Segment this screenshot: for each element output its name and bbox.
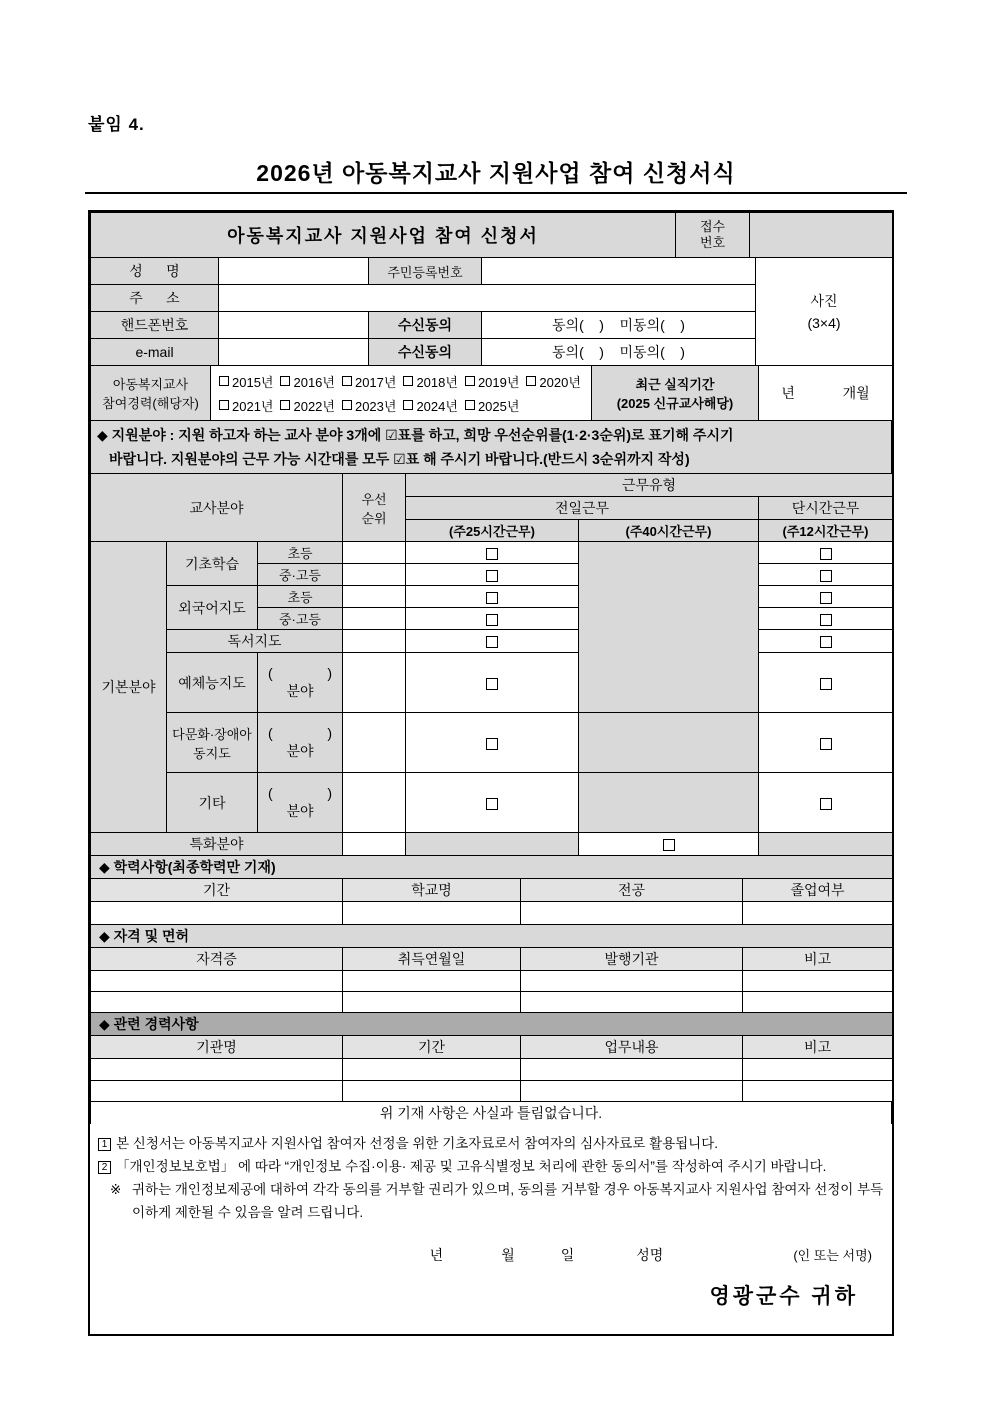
h12-cell[interactable]	[759, 608, 893, 630]
sig-day-label: 일	[560, 1247, 575, 1263]
education-header-graduation: 졸업여부	[743, 879, 893, 902]
recent-unemployment-label: 최근 실직기간 (2025 신규교사해당)	[592, 366, 759, 421]
career-header-note: 비고	[743, 1036, 893, 1059]
license-input-cell[interactable]	[743, 992, 893, 1013]
year-option[interactable]: 2025년	[465, 396, 519, 415]
h25-cell[interactable]	[406, 586, 579, 608]
career-input-cell[interactable]	[343, 1059, 521, 1081]
sig-year-label: 년	[429, 1247, 444, 1263]
h40-cell[interactable]	[579, 833, 759, 856]
phone-consent-options[interactable]	[482, 312, 756, 339]
year-option[interactable]: 2016년	[280, 372, 334, 391]
h40-header: (주40시간근무)	[579, 520, 759, 542]
note-3: ※ 귀하는 개인정보제공에 대하여 각각 동의를 거부할 권리가 있으며, 동의를 거부할 경우 아동복지교사 지원사업 참여자 선정이 부득이하게 제한될 수 있음을 알려 드립니다.	[98, 1178, 884, 1224]
license-input-cell[interactable]	[521, 971, 743, 992]
career-input-cell[interactable]	[521, 1059, 743, 1081]
name-input-cell[interactable]	[219, 258, 369, 285]
h12-checkbox[interactable]	[820, 738, 832, 750]
priority-input-cell[interactable]	[343, 773, 406, 833]
document-title: 2026년 아동복지교사 지원사업 참여 신청서식	[256, 160, 736, 186]
h12-cell[interactable]	[759, 542, 893, 564]
years-row-2	[219, 393, 589, 417]
h25-cell[interactable]	[406, 773, 579, 833]
education-input-cell[interactable]	[743, 902, 893, 925]
title-divider	[85, 192, 907, 194]
education-header-period: 기간	[91, 879, 343, 902]
years-row-1	[219, 369, 589, 393]
note-1-number: 1	[98, 1138, 111, 1151]
priority-input-cell[interactable]	[343, 542, 406, 564]
subfield-label: 분야	[286, 682, 314, 699]
attachment-label: 붙임 4.	[88, 115, 145, 134]
year-option[interactable]: 2022년	[280, 396, 334, 415]
priority-input-cell[interactable]	[343, 608, 406, 630]
rrn-input-cell[interactable]	[482, 258, 756, 285]
license-header-note: 비고	[743, 948, 893, 971]
multicultural-label: 다문화·장애아동지도	[167, 713, 258, 773]
year-checkbox[interactable]	[280, 376, 290, 386]
h40-disabled-cell	[579, 773, 759, 833]
year-checkbox[interactable]	[526, 376, 536, 386]
priority-input-cell[interactable]	[343, 833, 406, 856]
field-column-header: 교사분야	[91, 474, 343, 542]
career-input-cell[interactable]	[343, 1081, 521, 1102]
form-title-table	[90, 212, 893, 258]
h12-cell[interactable]	[759, 630, 893, 653]
license-header-issuer: 발행기관	[521, 948, 743, 971]
sig-name-label: 성명	[636, 1247, 664, 1263]
h25-checkbox[interactable]	[486, 548, 498, 560]
address-input-cell[interactable]	[219, 285, 756, 312]
career-input-cell[interactable]	[91, 1081, 343, 1102]
h12-checkbox[interactable]	[820, 548, 832, 560]
license-input-cell[interactable]	[743, 971, 893, 992]
h25-cell[interactable]	[406, 713, 579, 773]
career-section	[90, 1012, 893, 1102]
career-input-cell[interactable]	[743, 1059, 893, 1081]
priority-input-cell[interactable]	[343, 630, 406, 653]
h12-checkbox[interactable]	[820, 592, 832, 604]
h25-cell[interactable]	[406, 608, 579, 630]
email-agree-option[interactable]: 동의( )	[552, 344, 604, 360]
note-3-mark: ※	[110, 1182, 122, 1197]
year-checkbox[interactable]	[342, 400, 352, 410]
education-input-cell[interactable]	[521, 902, 743, 925]
specialized-label: 특화분야	[91, 833, 343, 856]
full-day-header: 전일근무	[406, 497, 759, 520]
h12-disabled-cell	[759, 833, 893, 856]
education-section	[90, 855, 893, 925]
short-time-header: 단시간근무	[759, 497, 893, 520]
year-checkbox[interactable]	[403, 400, 413, 410]
h25-checkbox[interactable]	[486, 678, 498, 690]
note-1: 1 본 신청서는 아동복지교사 지원사업 참여자 선정을 위한 기초자료로서 참여자의 심사자료로 활용됩니다.	[98, 1132, 884, 1155]
year-option[interactable]: 2019년	[465, 372, 519, 391]
phone-consent-label: 수신동의	[369, 312, 482, 339]
h40-disabled-cell	[579, 713, 759, 773]
name-label: 성 명	[91, 258, 219, 285]
subfield-paren: ( )	[268, 784, 332, 801]
license-input-cell[interactable]	[521, 992, 743, 1013]
year-checkbox[interactable]	[280, 400, 290, 410]
notice-line-1: ◆ 지원분야 : 지원 하고자 하는 교사 분야 3개에 ☑표를 하고, 희망 우선순위를(1·2·3순위)로 표기해 주시기	[97, 427, 734, 443]
email-consent-label: 수신동의	[369, 339, 482, 366]
h12-checkbox[interactable]	[820, 614, 832, 626]
h25-checkbox[interactable]	[486, 636, 498, 648]
h12-checkbox[interactable]	[820, 636, 832, 648]
year-checkbox[interactable]	[403, 376, 413, 386]
notice-line-2: 바랍니다. 지원분야의 근무 가능 시간대를 모두 ☑표 해 주시기 바랍니다.(반드시 3순위까지 작성)	[109, 451, 690, 467]
career-input-cell[interactable]	[743, 1081, 893, 1102]
h25-cell[interactable]	[406, 630, 579, 653]
email-consent-options[interactable]	[482, 339, 756, 366]
phone-label: 핸드폰번호	[91, 312, 219, 339]
seal-or-signature-label: (인 또는 서명)	[793, 1248, 872, 1263]
education-input-cell[interactable]	[343, 902, 521, 925]
h25-checkbox[interactable]	[486, 738, 498, 750]
notes-block	[90, 1124, 892, 1334]
license-input-cell[interactable]	[91, 992, 343, 1013]
h12-checkbox[interactable]	[820, 570, 832, 582]
basic-learning-label: 기초학습	[167, 542, 258, 586]
year-option[interactable]: 2024년	[403, 396, 457, 415]
experience-label: 아동복지교사 참여경력(해당자)	[91, 366, 211, 421]
elementary-label: 초등	[258, 586, 343, 608]
sig-month-label: 월	[501, 1247, 515, 1263]
h12-cell[interactable]	[759, 564, 893, 586]
email-input-cell[interactable]	[219, 339, 369, 366]
career-input-cell[interactable]	[91, 1059, 343, 1081]
h12-cell[interactable]	[759, 773, 893, 833]
arts-subfield-cell[interactable]	[258, 653, 343, 713]
teacher-field-table	[90, 473, 893, 856]
h40-disabled-area	[579, 542, 759, 713]
etc-subfield-cell[interactable]	[258, 773, 343, 833]
basic-group-label: 기본분야	[91, 542, 167, 833]
year-checkbox[interactable]	[219, 400, 229, 410]
license-input-cell[interactable]	[91, 971, 343, 992]
photo-box: 사진 (3×4)	[756, 258, 893, 366]
subfield-label: 분야	[286, 742, 314, 759]
license-header-cert: 자격증	[91, 948, 343, 971]
email-label: e-mail	[91, 339, 219, 366]
email-disagree-option[interactable]: 미동의( )	[619, 344, 685, 360]
h25-cell[interactable]	[406, 564, 579, 586]
license-header-date: 취득연월일	[343, 948, 521, 971]
year-checkbox[interactable]	[342, 376, 352, 386]
multicultural-subfield-cell[interactable]	[258, 713, 343, 773]
education-section-title: ◆ 학력사항(최종학력만 기재)	[91, 856, 893, 879]
recipient-line: 영광군수 귀하	[709, 1285, 858, 1308]
education-header-major: 전공	[521, 879, 743, 902]
h12-header: (주12시간근무)	[759, 520, 893, 542]
etc-label: 기타	[167, 773, 258, 833]
h25-checkbox[interactable]	[486, 592, 498, 604]
year-option[interactable]: 2021년	[219, 396, 273, 415]
h40-checkbox[interactable]	[663, 839, 675, 851]
experience-years	[211, 366, 592, 421]
application-form	[88, 210, 894, 1336]
h25-checkbox[interactable]	[486, 614, 498, 626]
year-option[interactable]: 2015년	[219, 372, 273, 391]
unemployment-duration-cell[interactable]	[759, 366, 893, 421]
h12-cell[interactable]	[759, 586, 893, 608]
year-option[interactable]: 2020년	[526, 372, 580, 391]
priority-input-cell[interactable]	[343, 713, 406, 773]
year-option[interactable]: 2023년	[342, 396, 396, 415]
h12-cell[interactable]	[759, 713, 893, 773]
subfield-paren: ( )	[268, 724, 332, 741]
month-unit: 개월	[842, 385, 870, 401]
arts-label: 예체능지도	[167, 653, 258, 713]
declaration-row	[90, 1101, 892, 1125]
phone-disagree-option[interactable]: 미동의( )	[619, 317, 685, 333]
h25-cell[interactable]	[406, 653, 579, 713]
year-option[interactable]: 2017년	[342, 372, 396, 391]
license-input-cell[interactable]	[343, 992, 521, 1013]
note-2-number: 2	[98, 1161, 111, 1174]
license-section-title: ◆ 자격 및 면허	[91, 925, 893, 948]
career-section-title: ◆ 관련 경력사항	[91, 1013, 893, 1036]
signature-date-line	[98, 1244, 884, 1267]
priority-input-cell[interactable]	[343, 653, 406, 713]
h25-disabled-cell	[406, 833, 579, 856]
mid-high-label: 중·고등	[258, 608, 343, 630]
career-header-org: 기관명	[91, 1036, 343, 1059]
reading-label: 독서지도	[167, 630, 343, 653]
year-checkbox[interactable]	[465, 400, 475, 410]
h25-header: (주25시간근무)	[406, 520, 579, 542]
license-section	[90, 924, 893, 1013]
h25-cell[interactable]	[406, 542, 579, 564]
education-input-cell[interactable]	[91, 902, 343, 925]
career-header-duty: 업무내용	[521, 1036, 743, 1059]
phone-input-cell[interactable]	[219, 312, 369, 339]
receipt-number-label: 접수 번호	[676, 213, 750, 258]
education-header-school: 학교명	[343, 879, 521, 902]
experience-table	[90, 365, 893, 421]
rrn-label: 주민등록번호	[369, 258, 482, 285]
license-input-cell[interactable]	[343, 971, 521, 992]
apply-field-notice	[90, 420, 892, 474]
h12-checkbox[interactable]	[820, 678, 832, 690]
form-title: 아동복지교사 지원사업 참여 신청서	[91, 213, 676, 258]
career-header-period: 기간	[343, 1036, 521, 1059]
address-label: 주 소	[91, 285, 219, 312]
career-input-cell[interactable]	[521, 1081, 743, 1102]
subfield-label: 분야	[286, 802, 314, 819]
phone-agree-option[interactable]: 동의( )	[552, 317, 604, 333]
year-option[interactable]: 2018년	[403, 372, 457, 391]
h25-checkbox[interactable]	[486, 570, 498, 582]
priority-input-cell[interactable]	[343, 586, 406, 608]
year-unit: 년	[781, 385, 795, 401]
personal-info-table	[90, 257, 893, 366]
priority-input-cell[interactable]	[343, 564, 406, 586]
h12-cell[interactable]	[759, 653, 893, 713]
elementary-label: 초등	[258, 542, 343, 564]
mid-high-label: 중·고등	[258, 564, 343, 586]
year-checkbox[interactable]	[465, 376, 475, 386]
work-type-header: 근무유형	[406, 474, 893, 497]
foreign-language-label: 외국어지도	[167, 586, 258, 630]
priority-column-header: 우선 순위	[343, 474, 406, 542]
year-checkbox[interactable]	[219, 376, 229, 386]
subfield-paren: ( )	[268, 664, 332, 681]
receipt-number-cell[interactable]	[750, 213, 893, 258]
note-2: 2 「개인정보보호법」 에 따라 “개인정보 수집·이용· 제공 및 고유식별정보 처리에 관한 동의서”를 작성하여 주시기 바랍니다.	[98, 1155, 884, 1178]
h12-checkbox[interactable]	[820, 798, 832, 810]
declaration-text: 위 기재 사항은 사실과 틀림없습니다.	[91, 1102, 892, 1125]
h25-checkbox[interactable]	[486, 798, 498, 810]
